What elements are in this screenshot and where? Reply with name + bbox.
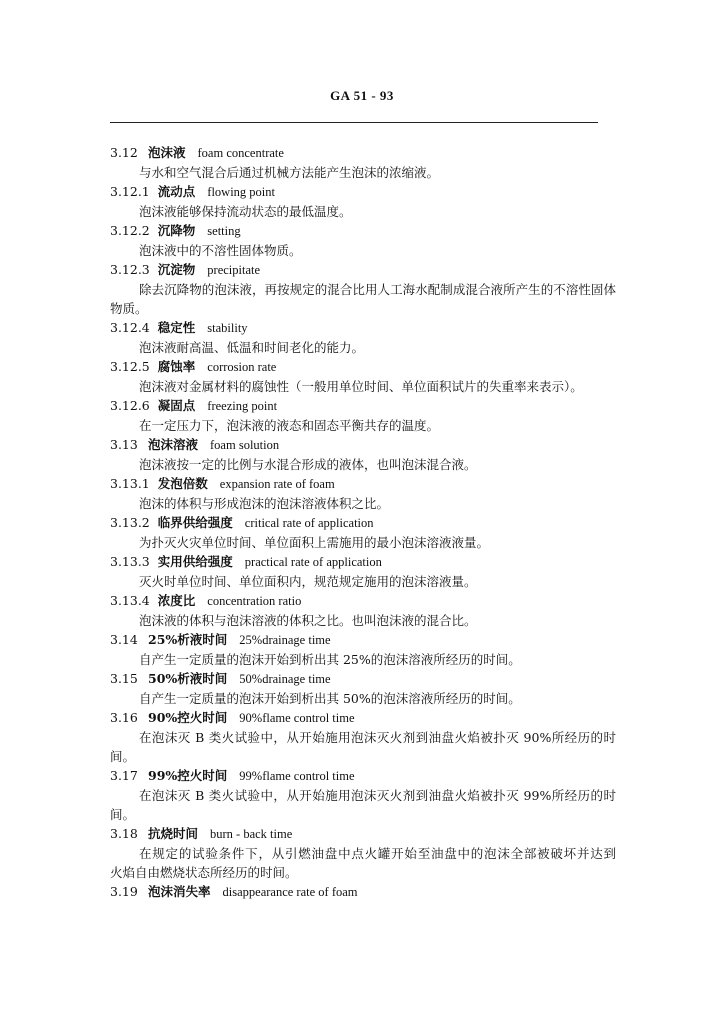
term-number: 3.12.2	[110, 223, 150, 238]
term-number: 3.16	[110, 710, 138, 725]
term-heading	[110, 513, 616, 533]
term-definition: 与水和空气混合后通过机械方法能产生泡沫的浓缩液。	[139, 165, 440, 180]
term-english: 90%flame control time	[239, 711, 355, 725]
term-entry	[110, 669, 616, 708]
term-chinese: 泡沫液	[148, 145, 186, 160]
term-number: 3.13.3	[110, 554, 150, 569]
term-number: 3.12	[110, 145, 138, 160]
term-number: 3.17	[110, 768, 138, 783]
term-definition: 在泡沫灭 B 类火试验中，从开始施用泡沫灭火剂到油盘火焰被扑灭 99%所经历的时间。	[110, 788, 616, 822]
term-chinese: 50%析液时间	[148, 671, 228, 686]
term-english: critical rate of application	[244, 516, 374, 530]
term-entry	[110, 513, 616, 552]
term-entry	[110, 318, 616, 357]
header-rule	[110, 122, 598, 123]
term-chinese: 浓度比	[157, 593, 196, 608]
term-number: 3.13	[110, 437, 138, 452]
term-entry	[110, 221, 616, 260]
term-definition: 泡沫液能够保持流动状态的最低温度。	[139, 204, 352, 219]
term-english: 50%drainage time	[239, 672, 331, 686]
term-english: foam concentrate	[197, 146, 284, 160]
term-number: 3.15	[110, 671, 138, 686]
term-heading	[110, 591, 616, 611]
term-chinese: 25%析液时间	[148, 632, 228, 647]
term-definition: 泡沫的体积与形成泡沫的泡沫溶液体积之比。	[139, 496, 390, 511]
term-definition: 泡沫液耐高温、低温和时间老化的能力。	[139, 340, 365, 355]
term-english: concentration ratio	[207, 594, 302, 608]
term-english: setting	[207, 224, 241, 238]
term-definition: 在一定压力下，泡沫液的液态和固态平衡共存的温度。	[139, 418, 440, 433]
term-definition: 自产生一定质量的泡沫开始到析出其 25%的泡沫溶液所经历的时间。	[139, 652, 521, 667]
term-definition: 除去沉降物的泡沫液，再按规定的混合比用人工海水配制成混合液所产生的不溶性固体物质。	[110, 282, 616, 316]
term-english: 99%flame control time	[239, 769, 355, 783]
term-number: 3.13.1	[110, 476, 150, 491]
term-heading	[110, 182, 616, 202]
term-heading	[110, 396, 616, 416]
term-number: 3.12.6	[110, 398, 150, 413]
term-number: 3.13.2	[110, 515, 150, 530]
term-chinese: 泡沫溶液	[148, 437, 199, 452]
term-number: 3.14	[110, 632, 138, 647]
term-heading	[110, 552, 616, 572]
term-number: 3.13.4	[110, 593, 150, 608]
term-heading	[110, 143, 616, 163]
term-chinese: 稳定性	[157, 320, 196, 335]
term-chinese: 腐蚀率	[157, 359, 196, 374]
term-number: 3.12.3	[110, 262, 150, 277]
term-number: 3.12.4	[110, 320, 150, 335]
term-definition: 在规定的试验条件下，从引燃油盘中点火罐开始至油盘中的泡沫全部被破坏并达到 火焰自由燃烧状态所经历的时间。	[110, 846, 642, 880]
term-english: practical rate of application	[244, 555, 382, 569]
term-english: corrosion rate	[207, 360, 277, 374]
term-entry	[110, 474, 616, 513]
term-entry	[110, 143, 616, 182]
document-code-header: GA 51 - 93	[330, 88, 394, 103]
term-definition: 泡沫液对金属材料的腐蚀性（一般用单位时间、单位面积试片的失重率来表示）。	[139, 379, 583, 394]
term-heading	[110, 435, 616, 455]
term-chinese: 90%控火时间	[148, 710, 228, 725]
term-heading	[110, 708, 616, 728]
term-english: 25%drainage time	[239, 633, 331, 647]
term-number: 3.18	[110, 826, 138, 841]
term-english: foam solution	[210, 438, 280, 452]
term-entry	[110, 824, 642, 882]
term-chinese: 泡沫消失率	[148, 884, 211, 899]
term-chinese: 99%控火时间	[148, 768, 228, 783]
term-heading	[110, 630, 616, 650]
term-entry	[110, 708, 616, 766]
term-entry	[110, 260, 616, 318]
term-definition: 泡沫液按一定的比例与水混合形成的液体，也叫泡沫混合液。	[139, 457, 477, 472]
term-entry	[110, 882, 616, 902]
term-entry	[110, 552, 616, 591]
term-chinese: 抗烧时间	[148, 826, 199, 841]
term-english: burn - back time	[210, 827, 293, 841]
term-list	[110, 143, 642, 902]
term-chinese: 流动点	[157, 184, 196, 199]
term-english: freezing point	[207, 399, 278, 413]
term-entry	[110, 182, 616, 221]
term-number: 3.19	[110, 884, 138, 899]
term-heading	[110, 669, 616, 689]
term-number: 3.12.1	[110, 184, 150, 199]
term-chinese: 临界供给强度	[157, 515, 233, 530]
term-entry	[110, 396, 616, 435]
term-definition: 在泡沫灭 B 类火试验中，从开始施用泡沫灭火剂到油盘火焰被扑灭 90%所经历的时间。	[110, 730, 616, 764]
term-english: flowing point	[207, 185, 275, 199]
term-heading	[110, 766, 616, 786]
term-english: disappearance rate of foam	[222, 885, 358, 899]
term-heading	[110, 474, 616, 494]
term-entry	[110, 435, 616, 474]
term-chinese: 发泡倍数	[157, 476, 208, 491]
term-heading	[110, 260, 616, 280]
term-chinese: 凝固点	[157, 398, 196, 413]
term-entry	[110, 630, 616, 669]
term-chinese: 沉淀物	[157, 262, 196, 277]
term-definition: 自产生一定质量的泡沫开始到析出其 50%的泡沫溶液所经历的时间。	[139, 691, 521, 706]
term-entry	[110, 357, 616, 396]
term-heading	[110, 318, 616, 338]
term-heading	[110, 824, 616, 844]
term-definition: 为扑灭火灾单位时间、单位面积上需施用的最小泡沫溶液液量。	[139, 535, 490, 550]
term-chinese: 实用供给强度	[157, 554, 233, 569]
term-heading	[110, 221, 616, 241]
term-heading	[110, 357, 616, 377]
term-entry	[110, 766, 616, 824]
term-english: expansion rate of foam	[219, 477, 335, 491]
term-english: stability	[207, 321, 248, 335]
term-definition: 泡沫液中的不溶性固体物质。	[139, 243, 302, 258]
term-english: precipitate	[207, 263, 261, 277]
term-chinese: 沉降物	[157, 223, 196, 238]
term-heading	[110, 882, 616, 902]
term-definition: 灭火时单位时间、单位面积内，规范规定施用的泡沫溶液量。	[139, 574, 477, 589]
term-definition: 泡沫液的体积与泡沫溶液的体积之比。也叫泡沫液的混合比。	[139, 613, 477, 628]
term-entry	[110, 591, 616, 630]
term-number: 3.12.5	[110, 359, 150, 374]
